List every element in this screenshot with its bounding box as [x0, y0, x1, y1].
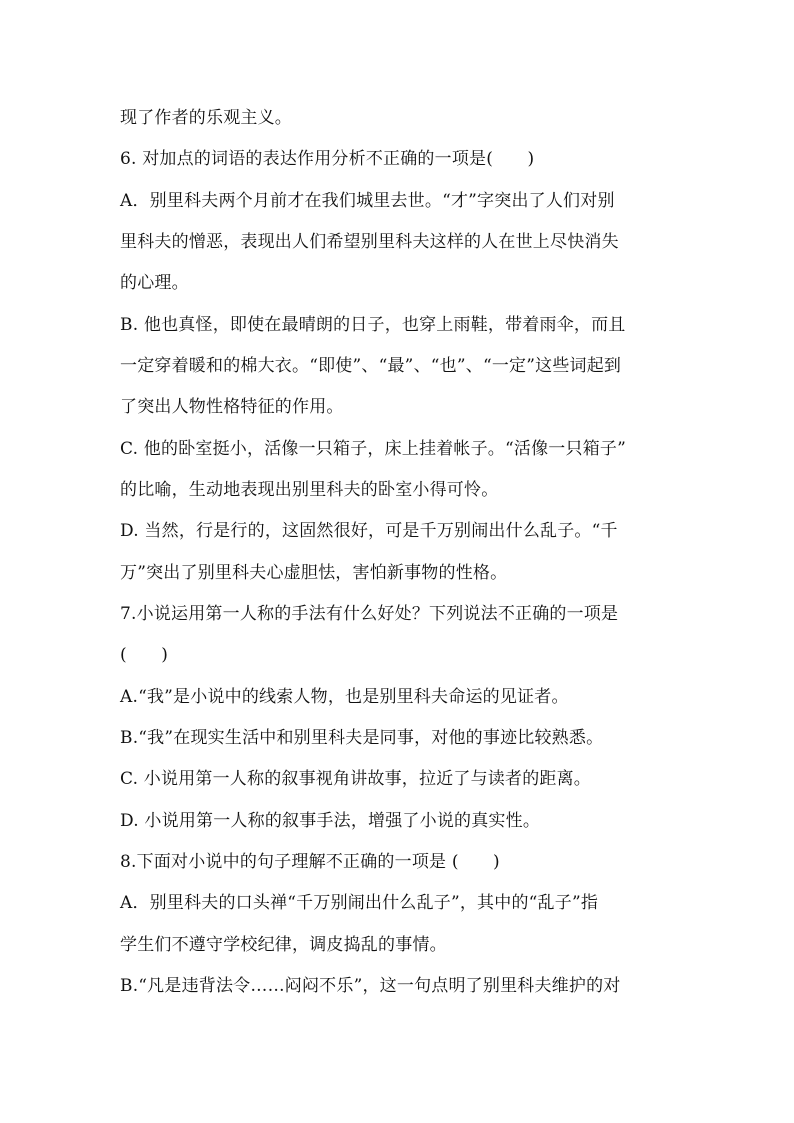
- question-6-stem: 6. 对加点的词语的表达作用分析不正确的一项是( ): [120, 149, 535, 169]
- option-7d: D. 小说用第一人称的叙事手法，增强了小说的真实性。: [120, 811, 541, 831]
- question-8-stem: 8.下面对小说中的句子理解不正确的一项是 ( ): [120, 852, 500, 872]
- option-6b-line-1: B. 他也真怪，即使在最晴朗的日子，也穿上雨鞋，带着雨伞，而且: [120, 315, 626, 335]
- option-6b-line-3: 了突出人物性格特征的作用。: [120, 397, 344, 417]
- option-6a-line-1: A．别里科夫两个月前才在我们城里去世。“才”字突出了人们对别: [120, 191, 615, 211]
- option-7c: C. 小说用第一人称的叙事视角讲故事，拉近了与读者的距离。: [120, 769, 592, 789]
- option-6d-line-1: D. 当然，行是行的，这固然很好，可是千万别闹出什么乱子。“千: [120, 521, 618, 541]
- option-6a-line-3: 的心理。: [120, 273, 189, 293]
- question-7-stem: 7.小说运用第一人称的手法有什么好处？下列说法不正确的一项是: [120, 604, 619, 624]
- question-7-blank: ( ): [120, 645, 169, 665]
- option-8a-line-2: 学生们不遵守学校纪律，调皮捣乱的事情。: [120, 935, 447, 955]
- option-8b-line-1: B.“凡是违背法令……闷闷不乐”，这一句点明了别里科夫维护的对: [120, 976, 621, 996]
- option-8a-line-1: A．别里科夫的口头禅“千万别闹出什么乱子”，其中的“乱子”指: [120, 893, 599, 913]
- option-7a: A.“我”是小说中的线索人物，也是别里科夫命运的见证者。: [120, 687, 569, 707]
- option-7b: B.“我”在现实生活中和别里科夫是同事，对他的事迹比较熟悉。: [120, 728, 604, 748]
- option-6a-line-2: 里科夫的憎恶，表现出人们希望别里科夫这样的人在世上尽快消失: [120, 232, 619, 252]
- option-6c-line-1: C. 他的卧室挺小，活像一只箱子，床上挂着帐子。“活像一只箱子”: [120, 439, 626, 459]
- option-6b-line-2: 一定穿着暖和的棉大衣。“即使”、“最”、“也”、“一定”这些词起到: [120, 356, 622, 376]
- text-line: 现了作者的乐观主义。: [120, 108, 292, 128]
- option-6c-line-2: 的比喻，生动地表现出别里科夫的卧室小得可怜。: [120, 480, 499, 500]
- option-6d-line-2: 万”突出了别里科夫心虚胆怯，害怕新事物的性格。: [120, 563, 508, 583]
